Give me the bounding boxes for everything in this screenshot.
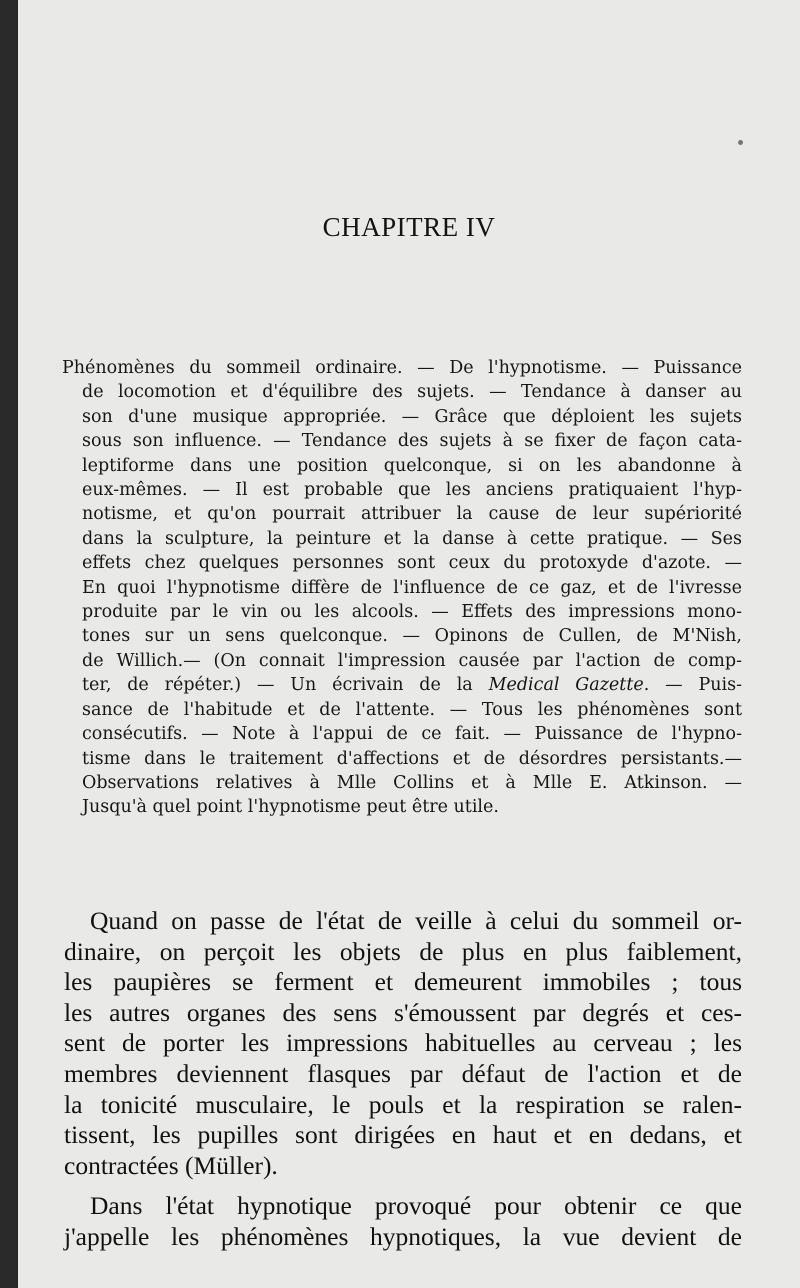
summary-line: tones sur un sens quelconque. — Opinons de Cullen, de M'Nish, <box>82 626 742 647</box>
body-line: les autres organes des sens s'émoussent par degrés et ces- <box>64 997 742 1027</box>
chapter-title: CHAPITRE IV <box>322 212 496 242</box>
chapter-summary <box>62 356 742 820</box>
summary-line: Phénomènes du sommeil ordinaire. — De l'hypnotisme. — Puissance <box>62 358 742 378</box>
summary-line: son d'une musique appropriée. — Grâce que déploient les sujets <box>82 406 742 427</box>
body-line: dinaire, on perçoit les objets de plus en plus faiblement, <box>64 936 742 966</box>
summary-line: de Willich.— (On connait l'impression causée par l'action de comp- <box>82 650 742 671</box>
ink-speck <box>738 140 743 145</box>
body-line: j'appelle les phénomènes hypnotiques, la vue devient de <box>64 1221 742 1251</box>
body-line: les paupières se ferment et demeurent immobiles ; tous <box>64 967 742 997</box>
body-line: la tonicité musculaire, le pouls et la respiration se ralen- <box>64 1089 742 1119</box>
summary-line: de locomotion et d'équilibre des sujets. — Tendance à danser au <box>82 382 742 403</box>
summary-line: notisme, et qu'on pourrait attribuer la cause de leur supériorité <box>82 504 742 525</box>
summary-line: eux-mêmes. — Il est probable que les anciens pratiquaient l'hyp- <box>82 480 742 501</box>
summary-line: En quoi l'hypnotisme diffère de l'influence de ce gaz, et de l'ivresse <box>82 577 742 598</box>
summary-line: dans la sculpture, la peinture et la danse à cette pratique. — Ses <box>82 528 742 549</box>
body-line: sent de porter les impressions habituelles au cerveau ; les <box>64 1028 742 1058</box>
paragraph <box>64 906 742 1181</box>
body-line: Quand on passe de l'état de veille à celui du sommeil or- <box>90 906 742 935</box>
summary-line: Observations relatives à Mlle Collins et à Mlle E. Atkinson. — <box>82 772 742 793</box>
summary-line: sance de l'habitude et de l'attente. — Tous les phénomènes sont <box>82 699 742 720</box>
summary-line: effets chez quelques personnes sont ceux du protoxyde d'azote. — <box>82 553 742 574</box>
summary-line: tisme dans le traitement d'affections et de désordres persistants.— <box>82 748 742 769</box>
summary-line: consécutifs. — Note à l'appui de ce fait. — Puissance de l'hypno- <box>82 724 742 745</box>
paragraph <box>64 1191 742 1252</box>
body-line: contractées (Müller). <box>64 1150 278 1180</box>
book-page <box>18 0 800 1288</box>
summary-line: sous son influence. — Tendance des sujets à se fixer de façon cata- <box>82 431 742 452</box>
summary-line: produite par le vin ou les alcools. — Effets des impressions mono- <box>82 602 742 623</box>
body-line: membres deviennent flasques par défaut de l'action et de <box>64 1058 742 1088</box>
summary-line: ter, de répéter.) — Un écrivain de la Medical Gazette. — Puis- <box>82 675 742 696</box>
journal-title: Medical Gazette <box>488 675 644 696</box>
summary-line: leptiforme dans une position quelconque, si on les abandonne à <box>82 455 742 476</box>
summary-line: Jusqu'à quel point l'hypnotisme peut être utile. <box>82 797 499 818</box>
body-line: Dans l'état hypnotique provoqué pour obtenir ce que <box>90 1191 742 1221</box>
body-line: tissent, les pupilles sont dirigées en haut et en dedans, et <box>64 1120 742 1150</box>
chapter-body <box>64 906 742 1253</box>
